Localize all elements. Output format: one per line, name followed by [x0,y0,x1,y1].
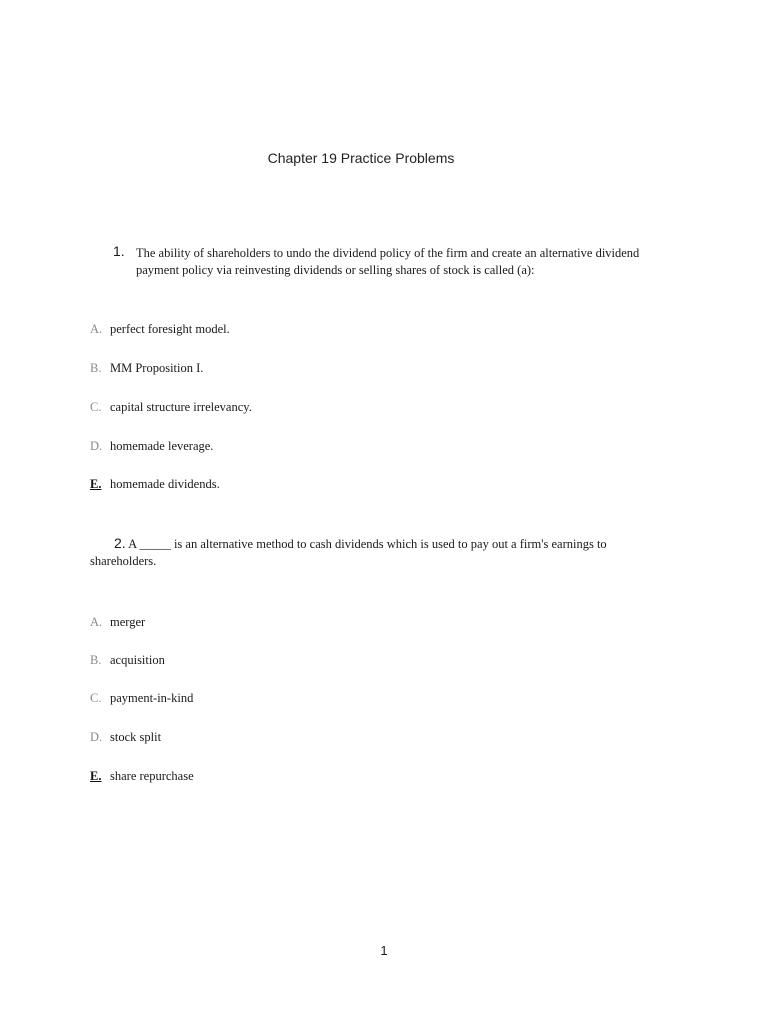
page-title: Chapter 19 Practice Problems [267,150,455,166]
q1-option-b [90,361,203,376]
option-letter: D. [90,439,103,453]
option-text: capital structure irrelevancy. [110,400,252,414]
option-letter: D. [90,730,103,744]
q2-option-a [90,615,145,630]
question-text: A _____ is an alternative method to cash dividends which is used to pay out a firm's earnings to shareholders. [90,537,607,568]
question-number: 1. [113,243,125,259]
q2-option-b [90,653,165,668]
q2-option-d [90,730,161,745]
page-number: 1 [380,943,388,958]
option-text: payment-in-kind [110,691,194,705]
option-letter: B. [90,653,102,667]
q2-option-c [90,691,193,706]
q1-option-e [90,477,220,492]
option-text: perfect foresight model. [110,322,230,336]
option-text: stock split [110,730,162,744]
option-text: homemade dividends. [110,477,220,491]
q2-option-e [90,769,194,784]
q1-option-a [90,322,230,337]
option-letter: A. [90,322,103,336]
option-text: share repurchase [110,769,194,783]
question-text: The ability of shareholders to undo the dividend policy of the firm and create an alternative dividend payment policy via reinvesting dividends or selling shares of stock is called (a): [136,246,640,277]
q1-option-d [90,439,213,454]
option-letter: C. [90,400,102,414]
question-2 [90,535,650,570]
q1-option-c [90,400,252,415]
option-letter-correct: E. [90,477,102,491]
option-text: acquisition [110,653,165,667]
option-letter: B. [90,361,102,375]
option-text: merger [110,615,146,629]
option-letter: A. [90,615,103,629]
option-letter: C. [90,691,102,705]
option-text: homemade leverage. [110,439,214,453]
question-number: 2. [114,535,126,551]
option-letter-correct: E. [90,769,102,783]
option-text: MM Proposition I. [110,361,204,375]
